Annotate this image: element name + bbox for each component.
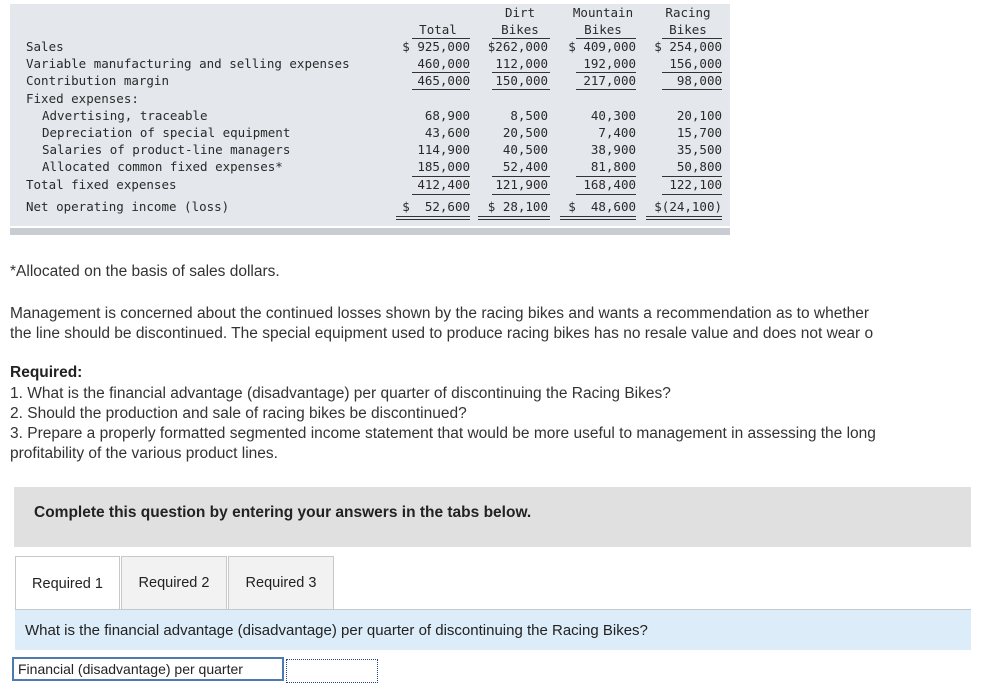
cell-racing: $(24,100) [654, 199, 722, 214]
header-racing-2: Bikes [669, 22, 707, 37]
cell-total: $ 925,000 [402, 39, 470, 54]
problem-paragraph-line-1: Management is concerned about the continued losses shown by the racing bikes and wants a recommendation as to whether [10, 305, 870, 322]
cell-mountain: 40,300 [590, 108, 636, 123]
cell-dirt: $ 28,100 [487, 199, 548, 214]
cell-total: 465,000 [417, 73, 470, 88]
table-scrollbar[interactable] [10, 228, 730, 235]
row-label: Net operating income (loss) [26, 199, 230, 214]
question-1: 1. What is the financial advantage (disadvantage) per quarter of discontinuing the Racing Bikes? [10, 385, 671, 402]
required-questions [10, 384, 876, 464]
subtotal-underline [492, 89, 550, 90]
cell-total: $ 52,600 [402, 199, 470, 214]
problem-paragraph-line-2: the line should be discontinued. The special equipment used to produce racing bikes has no resale value and does not wear o [10, 325, 874, 342]
cell-racing: 122,100 [669, 177, 722, 192]
header-mountain-1: Mountain [572, 5, 634, 20]
header-dirt-1: Dirt [504, 5, 536, 20]
cell-dirt: $262,000 [487, 39, 548, 54]
header-underline [412, 38, 470, 39]
income-statement-table [10, 4, 730, 226]
row-label: Contribution margin [26, 73, 169, 88]
cell-racing: 50,800 [676, 159, 722, 174]
question-prompt-bar [15, 610, 971, 650]
header-dirt-2: Bikes [501, 22, 539, 37]
cell-total: 68,900 [424, 108, 470, 123]
total-double-underline [560, 216, 636, 217]
subtotal-underline [576, 194, 636, 195]
instructions-text: Complete this question by entering your answers in the tabs below. [34, 504, 532, 521]
answer-row-label: Financial (disadvantage) per quarter [12, 657, 284, 681]
cell-dirt: 52,400 [502, 159, 548, 174]
cell-mountain: 168,400 [583, 177, 636, 192]
cell-mountain: $ 48,600 [568, 199, 636, 214]
cell-racing: 35,500 [676, 142, 722, 157]
cell-racing: 15,700 [676, 125, 722, 140]
total-double-underline [646, 219, 722, 220]
cell-total: 43,600 [424, 125, 470, 140]
question-3-continued: profitability of the various product lines. [10, 445, 278, 462]
tab-required-2[interactable]: Required 2 [121, 556, 227, 610]
question-3: 3. Prepare a properly formatted segmented income statement that would be more useful to management in assessing the long [10, 425, 876, 442]
cell-dirt: 112,000 [495, 56, 548, 71]
subtotal-underline [412, 194, 470, 195]
row-label: Variable manufacturing and selling expenses [26, 56, 350, 71]
cell-dirt: 121,900 [495, 177, 548, 192]
tab-required-1[interactable]: Required 1 [15, 556, 120, 611]
row-label: Total fixed expenses [26, 177, 177, 192]
row-label: Sales [26, 39, 64, 54]
subtotal-underline [662, 89, 722, 90]
header-racing-1: Racing [665, 5, 711, 20]
subtotal-underline [662, 176, 722, 177]
cell-dirt: 150,000 [495, 73, 548, 88]
footnote: *Allocated on the basis of sales dollars. [10, 263, 280, 280]
cell-total: 114,900 [417, 142, 470, 157]
question-prompt: What is the financial advantage (disadvantage) per quarter of discontinuing the Racing Bikes? [25, 622, 648, 639]
total-double-underline [478, 219, 550, 220]
cell-mountain: 217,000 [583, 73, 636, 88]
subtotal-underline [576, 176, 636, 177]
cell-mountain: 38,900 [590, 142, 636, 157]
header-total: Total [419, 22, 457, 37]
cell-dirt: 8,500 [510, 108, 548, 123]
row-label: Advertising, traceable [42, 108, 208, 123]
subtotal-underline [662, 194, 722, 195]
question-2: 2. Should the production and sale of racing bikes be discontinued? [10, 405, 467, 422]
cell-racing: 98,000 [676, 73, 722, 88]
cell-mountain: 81,800 [590, 159, 636, 174]
row-label: Fixed expenses: [26, 91, 139, 106]
cell-total: 460,000 [417, 56, 470, 71]
cell-dirt: 40,500 [502, 142, 548, 157]
header-underline [662, 38, 722, 39]
total-double-underline [646, 216, 722, 217]
cell-mountain: $ 409,000 [568, 39, 636, 54]
instructions-banner [14, 487, 971, 547]
header-underline [492, 38, 550, 39]
required-heading: Required: [10, 364, 83, 381]
subtotal-underline [576, 72, 636, 73]
row-label: Salaries of product-line managers [42, 142, 291, 157]
cell-total: 185,000 [417, 159, 470, 174]
total-double-underline [560, 219, 636, 220]
cell-dirt: 20,500 [502, 125, 548, 140]
total-double-underline [396, 219, 470, 220]
tab-required-3[interactable]: Required 3 [228, 556, 334, 610]
total-double-underline [478, 216, 550, 217]
financial-advantage-input[interactable] [286, 659, 378, 683]
subtotal-underline [412, 89, 470, 90]
subtotal-underline [492, 72, 550, 73]
cell-mountain: 7,400 [598, 125, 636, 140]
subtotal-underline [412, 176, 470, 177]
subtotal-underline [662, 72, 722, 73]
subtotal-underline [576, 89, 636, 90]
cell-racing: 156,000 [669, 56, 722, 71]
subtotal-underline [412, 72, 470, 73]
row-label: Depreciation of special equipment [42, 125, 291, 140]
cell-racing: 20,100 [676, 108, 722, 123]
cell-mountain: 192,000 [583, 56, 636, 71]
cell-racing: $ 254,000 [654, 39, 722, 54]
cell-total: 412,400 [417, 177, 470, 192]
subtotal-underline [492, 176, 550, 177]
header-underline [576, 38, 636, 39]
total-double-underline [396, 216, 470, 217]
row-label: Allocated common fixed expenses* [42, 159, 283, 174]
header-mountain-2: Bikes [584, 22, 622, 37]
subtotal-underline [492, 194, 550, 195]
